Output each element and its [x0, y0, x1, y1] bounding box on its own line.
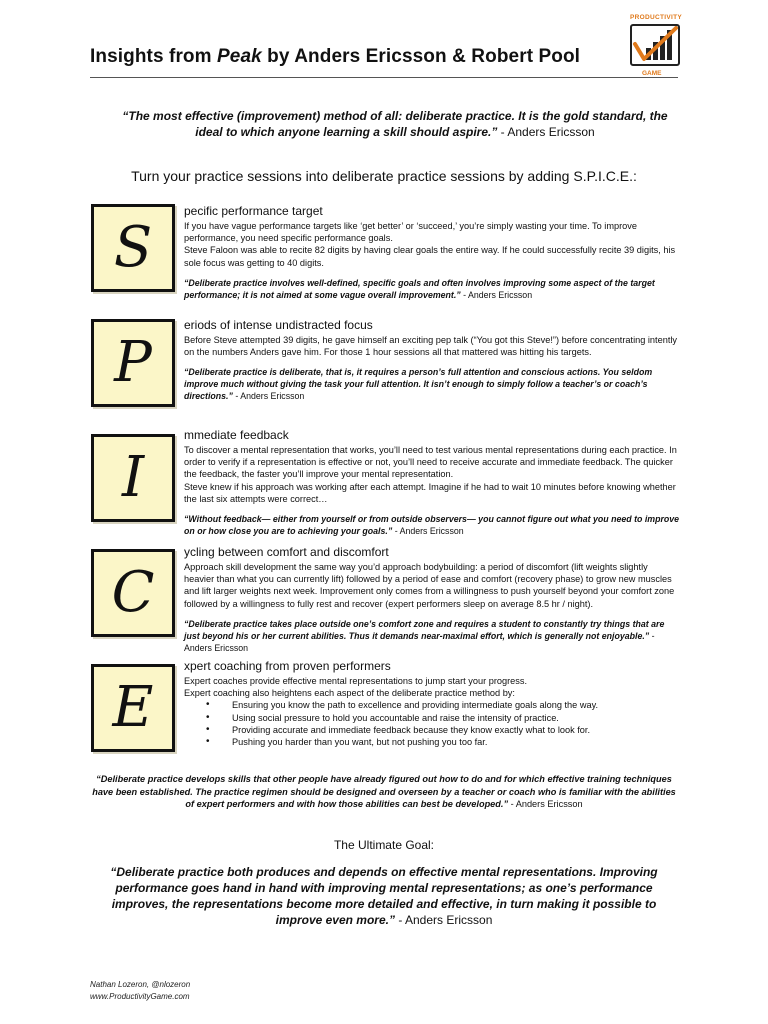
section-heading: mmediate feedback: [184, 428, 289, 442]
section-heading: ycling between comfort and discomfort: [184, 545, 389, 559]
section-immediate: [184, 428, 680, 537]
bullet-list: [206, 699, 680, 748]
letter-box-p: [91, 319, 175, 407]
intro-quote-author: - Anders Ericsson: [497, 125, 595, 139]
footer: [90, 979, 190, 1003]
section-body: [184, 334, 680, 358]
section-quote: [184, 366, 680, 402]
coaching-quote-author: - Anders Ericsson: [508, 799, 583, 809]
letter-box-c: [91, 549, 175, 637]
section-quote: [184, 618, 680, 654]
coaching-quote: [90, 773, 678, 811]
section-quote: [184, 277, 680, 301]
section-cycling: [184, 545, 680, 654]
body-paragraph: Approach skill development the same way you’d approach bodybuilding: a period of discomfort (lift weights slightly heavier than what you can currently lift) followed by a period of ease and comfort (recovery phase) to grow new muscles and lift larger weights next week. Improvement only comes from a willingness to push yourself beyond your comfort zone followed by a willingness to fully rest and recover (expert performers sleep on average 8.5 hr / night).: [184, 562, 675, 609]
quote-text: “Deliberate practice involves well-defined, specific goals and often involves improving some aspect of the target performance; it is not aimed at some vague overall improvement.”: [184, 277, 655, 300]
spice-subheading: Turn your practice sessions into deliberate practice sessions by adding S.P.I.C.E.:: [131, 168, 637, 184]
section-body: [184, 675, 680, 699]
body-paragraph: To discover a mental representation that works, you’ll need to test various mental representations during each practice. In order to verify if a representation is effective or not, you’ll need to receive accurate and immediate feedback. The quicker the feedback, the faster you’ll improve your mental representation.: [184, 445, 677, 480]
footer-author: Nathan Lozeron, @nlozeron: [90, 980, 191, 989]
bullet-item: • Pushing you harder than you want, but not pushing you too far.: [206, 736, 680, 748]
letter-p: P: [114, 330, 152, 395]
body-paragraph: Expert coaches provide effective mental representations to jump start your progress.: [184, 676, 528, 686]
page-title: [90, 46, 580, 68]
productivity-game-logo: [626, 14, 684, 78]
body-paragraph: Steve knew if his approach was working after each attempt. Imagine if he had to wait 10 minutes before knowing whether the last six attempts were correct…: [184, 481, 676, 504]
logo-top-text: PRODUCTIVITY: [630, 14, 682, 21]
intro-quote: [110, 108, 680, 140]
bar-chart-checkmark-icon: [632, 26, 678, 64]
quote-author: - Anders Ericsson: [460, 289, 533, 300]
quote-text: “Without feedback— either from yourself or from outside observers— you cannot figure out what you need to improve on or how close you are to achieving your goals.”: [184, 514, 680, 537]
section-periods: [184, 318, 680, 402]
letter-box-i: [91, 434, 175, 522]
section-body: [184, 444, 680, 505]
quote-author: - Anders Ericsson: [232, 391, 305, 402]
section-heading: pecific performance target: [184, 204, 323, 218]
footer-website: www.ProductivityGame.com: [90, 992, 190, 1001]
coaching-quote-text: “Deliberate practice develops skills that other people have already figured out how to do and for which effective training techniques have been established. The practice regimen should be designed and overseen by a teacher or coach who is familiar with the abilities of expert performers and with how those abilities can best be developed.”: [92, 774, 676, 809]
ultimate-goal-heading: The Ultimate Goal:: [333, 838, 435, 852]
letter-c: C: [111, 560, 155, 625]
bullet-item: • Using social pressure to hold you accountable and raise the intensity of practice.: [206, 712, 680, 724]
letter-e: E: [112, 675, 154, 740]
title-prefix: Insights from: [90, 46, 218, 67]
header-divider: [90, 77, 678, 78]
section-specific: [184, 204, 680, 301]
section-body: [184, 561, 680, 610]
quote-author: - Anders Ericsson: [184, 630, 655, 653]
section-quote: [184, 513, 680, 537]
letter-i: I: [121, 445, 145, 510]
intro-quote-text: “The most effective (improvement) method of all: deliberate practice. It is the gold standard, the ideal to which anyone learning a skill should aspire.”: [122, 109, 668, 139]
ultimate-goal-quote: [90, 864, 678, 928]
body-paragraph: Expert coaching also heightens each aspect of the deliberate practice method by:: [184, 688, 515, 699]
ultimate-goal-quote-text: “Deliberate practice both produces and depends on effective mental representations. Improving performance goes hand in hand with improving mental representations; as one’s performance improves, the representations become more detailed and effective, in turn making it possible to improve even more.”: [110, 865, 658, 927]
quote-text: “Deliberate practice is deliberate, that is, it requires a person’s full attention and conscious actions. You seldom improve much without giving the task your full attention. It isn’t enough to simply follow a teacher’s or coach’s directions.”: [184, 367, 653, 402]
body-paragraph: Before Steve attempted 39 digits, he gave himself an exciting pep talk (“You got this Steve!”) before concentrating intently on the numbers Anders gave him. For those 1 hour sessions all that mattered was hitting his targets.: [184, 335, 678, 358]
bullet-item: • Ensuring you know the path to excellence and providing intermediate goals along the way.: [206, 699, 680, 711]
logo-bottom-text: GAME: [642, 70, 662, 77]
title-suffix: by Anders Ericsson & Robert Pool: [261, 46, 581, 67]
section-body: [184, 220, 680, 269]
ultimate-goal-author: - Anders Ericsson: [395, 913, 493, 927]
body-paragraph: Steve Faloon was able to recite 82 digits by having clear goals the entire way. If he could successfully recite 39 digits, his sole focus was getting to 40 digits.: [184, 245, 676, 268]
bullet-item: • Providing accurate and immediate feedback because they know exactly what to look for.: [206, 724, 680, 736]
section-heading: xpert coaching from proven performers: [184, 659, 391, 673]
book-title: Peak: [217, 46, 262, 67]
body-paragraph: If you have vague performance targets like ‘get better’ or ‘succeed,’ you’re simply wasting your time. To improve performance, you need specific performance goals.: [184, 221, 637, 244]
quote-author: - Anders Ericsson: [392, 526, 464, 537]
section-heading: eriods of intense undistracted focus: [184, 318, 373, 332]
letter-s: S: [113, 215, 153, 280]
letter-box-e: [91, 664, 175, 752]
logo-frame: [630, 24, 680, 66]
quote-text: “Deliberate practice takes place outside one’s comfort zone and requires a student to constantly try things that are just beyond his or her current abilities. Thus it demands near-maximal effort, which is generally not enjoyable.”: [184, 618, 665, 641]
section-expert: [184, 659, 680, 748]
letter-box-s: [91, 204, 175, 292]
